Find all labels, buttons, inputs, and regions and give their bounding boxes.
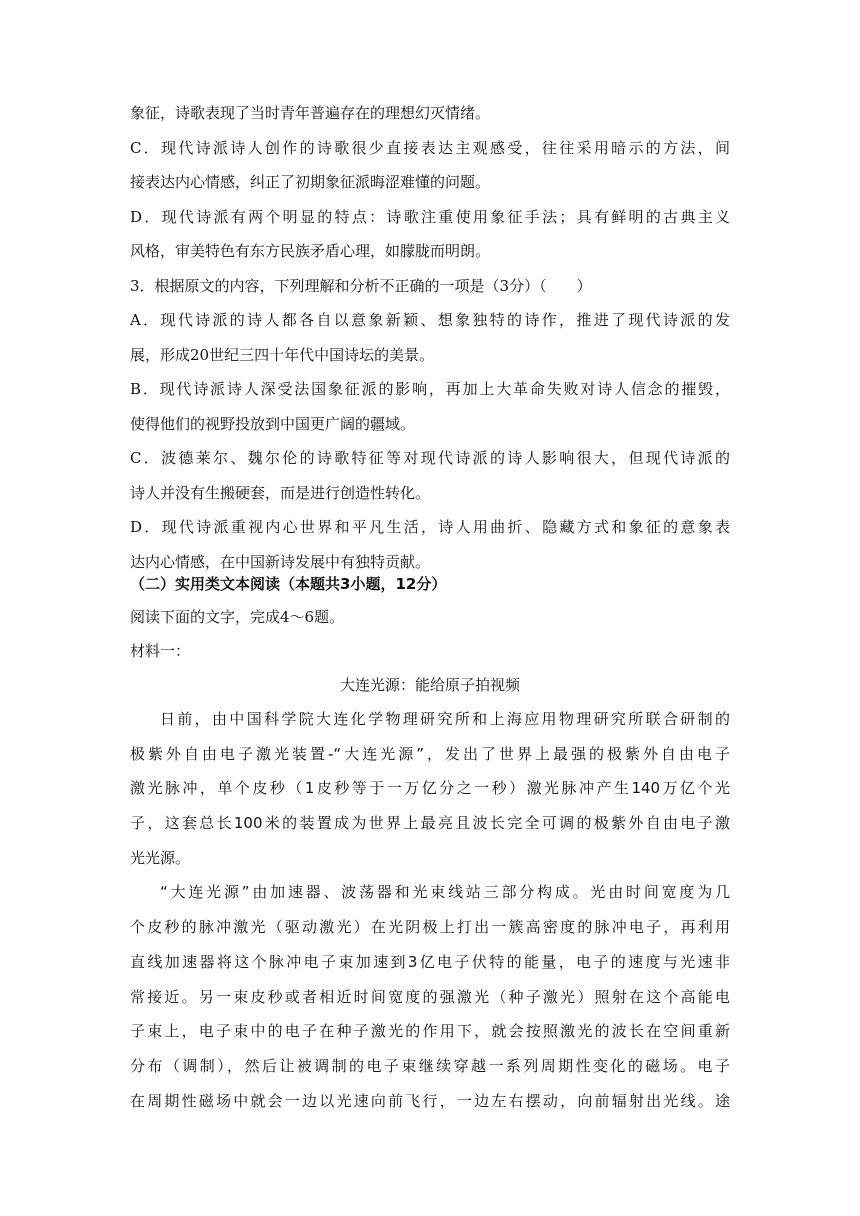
text-line: 分布（调制），然后让被调制的电子束继续穿越一系列周期性变化的磁场。电子	[130, 1056, 730, 1075]
text-line: 日前，由中国科学院大连化学物理研究所和上海应用物理研究所联合研制的	[160, 710, 730, 728]
text-line: 使得他们的视野投放到中国更广阔的疆域。	[130, 414, 416, 433]
instruction: 阅读下面的文字，完成4～6题。	[130, 608, 345, 626]
question-3: 3．根据原文的内容，下列理解和分析不正确的一项是（3分）（ ）	[130, 276, 592, 295]
text-line: 接表达内心情感，纠正了初期象征派晦涩难懂的问题。	[130, 173, 491, 191]
text-line: 象征，诗歌表现了当时青年普遍存在的理想幻灭情绪。	[130, 104, 491, 122]
text-line: 诗人并没有生搬硬套，而是进行创造性转化。	[130, 483, 431, 502]
text-line: 展，形成20世纪三四十年代中国诗坛的美景。	[130, 345, 435, 364]
article-body	[130, 702, 730, 1118]
text-line: 风格，审美特色有东方民族矛盾心理，如朦胧而明朗。	[130, 242, 491, 260]
text-line: C．波德莱尔、魏尔伦的诗歌特征等对现代诗派的诗人影响很大，但现代诗派的	[130, 449, 730, 467]
text-line: 在周期性磁场中就会一边以光速向前飞行，一边左右摆动，向前辐射出光线。途	[130, 1091, 730, 1110]
text-line: 子，这套总长100米的装置成为世界上最亮且波长完全可调的极紫外自由电子激	[130, 814, 730, 833]
material-label: 材料一：	[130, 642, 191, 660]
text-line: D．现代诗派有两个明显的特点：诗歌注重使用象征手法；具有鲜明的古典主义	[130, 207, 730, 226]
section-2-block	[130, 568, 730, 702]
text-line: 个皮秒的脉冲激光（驱动激光）在光阴极上打出一簇高密度的脉冲电子，再利用	[130, 918, 730, 937]
answer-options-block	[130, 96, 730, 579]
text-line: 光光源。	[130, 848, 191, 867]
section-heading: （二）实用类文本阅读（本题共3小题，12分）	[130, 575, 447, 593]
text-line: 子束上，电子束中的电子在种子激光的作用下，就会按照激光的波长在空间重新	[130, 1022, 730, 1041]
text-line: “大连光源”由加速器、波荡器和光束线站三部分构成。光由时间宽度为几	[160, 883, 730, 902]
text-line: 常接近。另一束皮秒或者相近时间宽度的强激光（种子激光）照射在这个高能电	[130, 987, 730, 1006]
text-line: 激光脉冲，单个皮秒（1皮秒等于一万亿分之一秒）激光脉冲产生140万亿个光	[130, 779, 730, 798]
text-line: 直线加速器将这个脉冲电子束加速到3亿电子伏特的能量，电子的速度与光速非	[130, 952, 730, 971]
text-line: A．现代诗派的诗人都各自以意象新颖、想象独特的诗作，推进了现代诗派的发	[130, 311, 730, 329]
text-line: 达内心情感，在中国新诗发展中有独特贡献。	[130, 552, 431, 571]
article-title: 大连光源：能给原子拍视频	[339, 676, 520, 694]
text-line: 极紫外自由电子激光装置-“大连光源”，发出了世界上最强的极紫外自由电子	[130, 744, 730, 763]
text-line: D．现代诗派重视内心世界和平凡生活，诗人用曲折、隐藏方式和象征的意象表	[130, 518, 730, 536]
text-line: B．现代诗派诗人深受法国象征派的影响，再加上大革命失败对诗人信念的摧毁，	[130, 380, 730, 398]
text-line: C．现代诗派诗人创作的诗歌很少直接表达主观感受，往往采用暗示的方法，间	[130, 138, 730, 157]
